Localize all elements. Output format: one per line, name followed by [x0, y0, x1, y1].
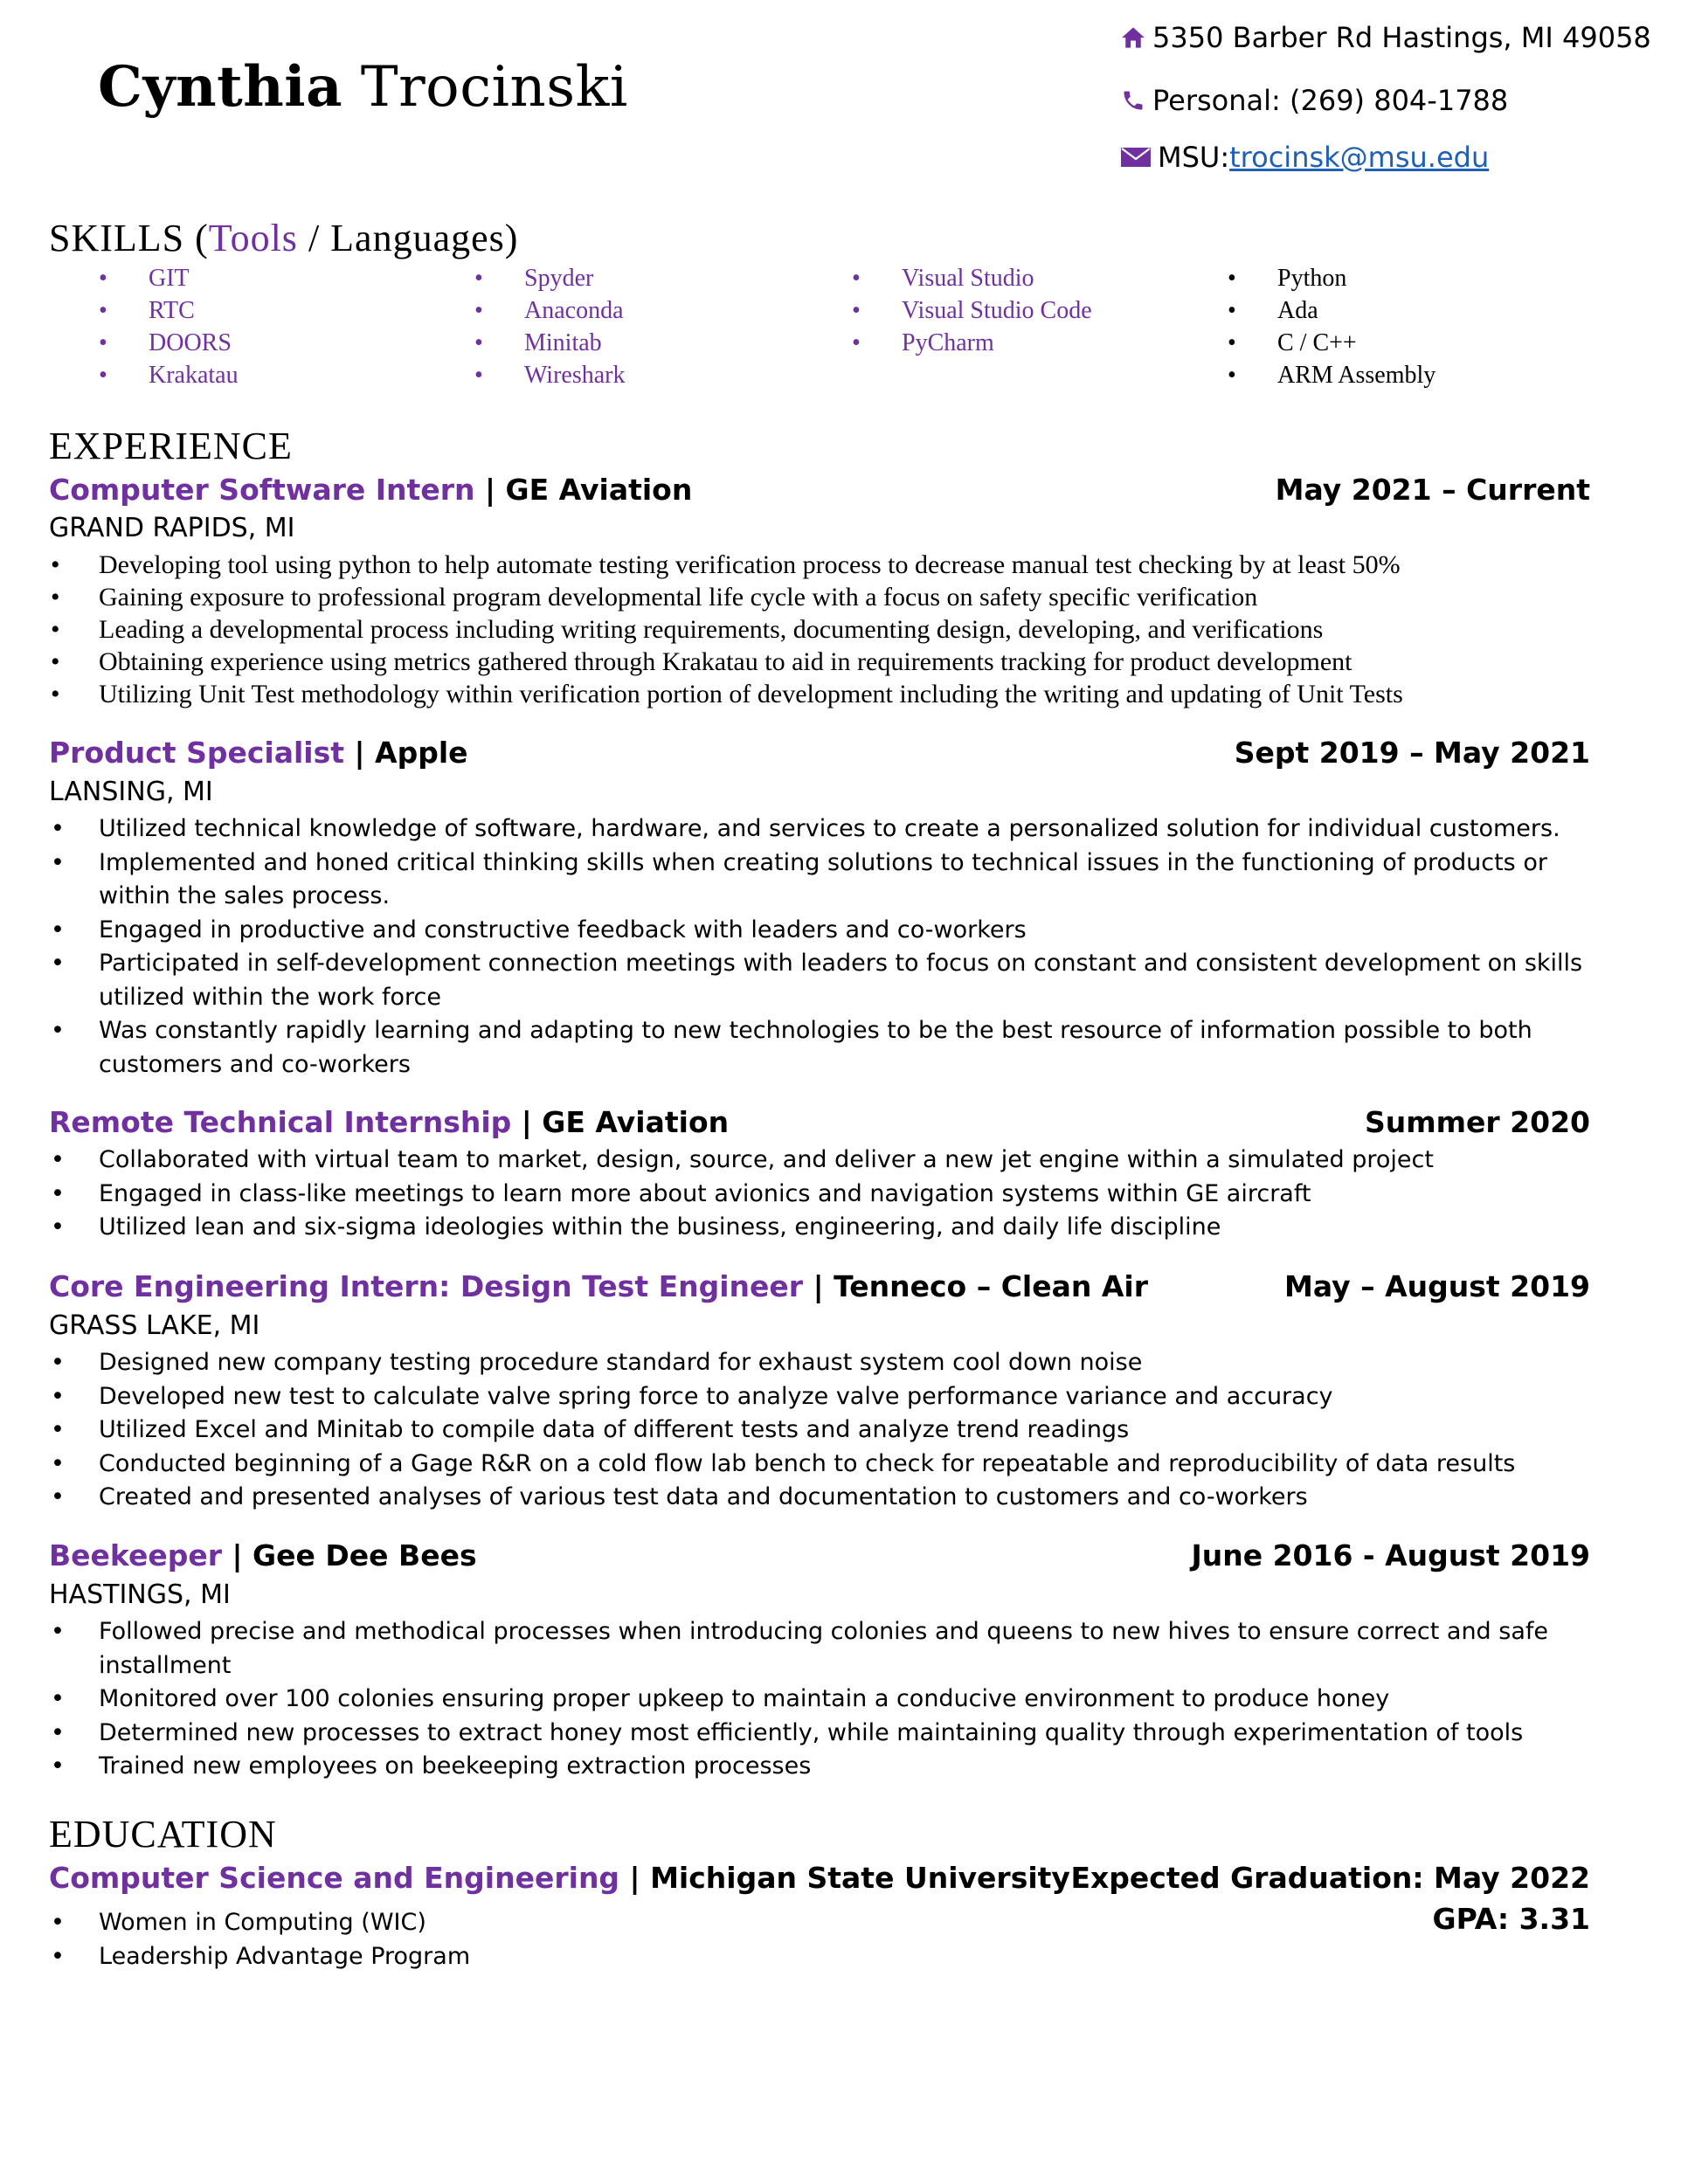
skill-item: • ARM Assembly	[1228, 359, 1435, 391]
job-org: | GE Aviation	[474, 473, 693, 507]
skills-heading-tools: Tools	[208, 217, 298, 259]
graduation-date: Expected Graduation: May 2022	[1070, 1861, 1590, 1895]
skills-heading-prefix: SKILLS (	[49, 217, 209, 259]
job-location: GRASS LAKE, MI	[49, 1310, 260, 1341]
job-bullets	[49, 1346, 1595, 1515]
skill-item: • C / C++	[1228, 327, 1435, 359]
job-org: | Gee Dee Bees	[222, 1538, 477, 1572]
degree-title	[49, 1861, 1070, 1895]
skills-heading-suffix: / Languages)	[297, 217, 519, 259]
bullet-item: • Gaining exposure to professional program developmental life cycle with a focus on safety specific verification	[49, 581, 1595, 613]
skill-item: • Krakatau	[99, 359, 239, 391]
job-bullets	[49, 549, 1595, 710]
contact-phone	[1121, 84, 1508, 117]
bullet-item: • Collaborated with virtual team to market, design, source, and deliver a new jet engine within a simulated project	[49, 1144, 1595, 1178]
job-date: June 2016 - August 2019	[1191, 1538, 1590, 1572]
bullet-item: • Leading a developmental process including writing requirements, documenting design, developing, and verifications	[49, 613, 1595, 646]
email-link[interactable]: trocinsk@msu.edu	[1229, 141, 1490, 174]
bullet-item: • Utilized Excel and Minitab to compile data of different tests and analyze trend readings	[49, 1413, 1595, 1448]
bullet-item: • Implemented and honed critical thinking skills when creating solutions to technical issues in the functioning of products or within the sales process.	[49, 847, 1595, 914]
skill-item: • RTC	[99, 294, 239, 327]
skills-column-languages	[1228, 262, 1435, 391]
job-title	[49, 1105, 729, 1139]
bullet-item: • Developing tool using python to help automate testing verification process to decrease manual test checking by at least 50%	[49, 549, 1595, 581]
bullet-item: • Engaged in productive and constructive feedback with leaders and co-workers	[49, 914, 1595, 948]
home-icon	[1121, 25, 1145, 50]
job-location: HASTINGS, MI	[49, 1579, 231, 1610]
bullet-item: • Utilizing Unit Test methodology within verification portion of development including the writing and updating of Unit Tests	[49, 678, 1595, 710]
gpa: GPA: 3.31	[1432, 1902, 1590, 1936]
job-bullets	[49, 1615, 1595, 1784]
skill-item: • Python	[1228, 262, 1435, 294]
job-role: Remote Technical Internship	[49, 1105, 512, 1139]
job-location: LANSING, MI	[49, 777, 213, 807]
skill-item: • GIT	[99, 262, 239, 294]
job-title	[49, 473, 692, 507]
phone-icon	[1121, 88, 1145, 113]
contact-email	[1121, 141, 1489, 174]
job-title	[49, 1269, 1148, 1303]
job-title	[49, 1538, 477, 1572]
school-name: | Michigan State University	[619, 1861, 1070, 1895]
skill-item: • PyCharm	[852, 327, 1092, 359]
job-role: Core Engineering Intern: Design Test Engineer	[49, 1269, 804, 1303]
bullet-item: • Designed new company testing procedure standard for exhaust system cool down noise	[49, 1346, 1595, 1380]
skills-column-2	[474, 262, 626, 391]
skill-item: • Minitab	[474, 327, 626, 359]
bullet-item: • Monitored over 100 colonies ensuring proper upkeep to maintain a conducive environment to produce honey	[49, 1683, 1595, 1717]
job-role: Computer Software Intern	[49, 473, 475, 507]
bullet-item: • Developed new test to calculate valve spring force to analyze valve performance variance and accuracy	[49, 1380, 1595, 1414]
phone-text: Personal: (269) 804-1788	[1152, 84, 1509, 117]
skill-item: • Anaconda	[474, 294, 626, 327]
job-date: May – August 2019	[1284, 1269, 1590, 1303]
last-name: Trocinski	[360, 55, 628, 120]
education-heading: EDUCATION	[49, 1813, 277, 1856]
skill-item: • DOORS	[99, 327, 239, 359]
email-label: MSU:	[1158, 141, 1230, 174]
bullet-item: • Conducted beginning of a Gage R&R on a cold flow lab bench to check for repeatable and reproducibility of data results	[49, 1448, 1595, 1482]
job-org: | Apple	[344, 736, 468, 770]
skills-column-3	[852, 262, 1092, 359]
degree-name: Computer Science and Engineering	[49, 1861, 620, 1895]
experience-heading: EXPERIENCE	[49, 425, 293, 467]
bullet-item: • Followed precise and methodical processes when introducing colonies and queens to new hives to ensure correct and safe installment	[49, 1615, 1595, 1683]
mail-icon	[1121, 146, 1151, 169]
job-role: Beekeeper	[49, 1538, 223, 1572]
bullet-item: • Obtaining experience using metrics gathered through Krakatau to aid in requirements tracking for product development	[49, 646, 1595, 678]
bullet-item: • Utilized lean and six-sigma ideologies within the business, engineering, and daily life discipline	[49, 1211, 1595, 1245]
job-org: | GE Aviation	[511, 1105, 730, 1139]
bullet-item: • Leadership Advantage Program	[49, 1940, 1595, 1974]
job-bullets	[49, 812, 1595, 1082]
skills-heading	[49, 216, 518, 260]
bullet-item: • Utilized technical knowledge of software, hardware, and services to create a personalized solution for individual customers.	[49, 812, 1595, 847]
bullet-item: • Trained new employees on beekeeping extraction processes	[49, 1750, 1595, 1784]
job-org: | Tenneco – Clean Air	[803, 1269, 1148, 1303]
job-date: May 2021 – Current	[1275, 473, 1590, 507]
address-text: 5350 Barber Rd Hastings, MI 49058	[1152, 21, 1651, 54]
bullet-item: • Determined new processes to extract honey most efficiently, while maintaining quality through experimentation of tools	[49, 1717, 1595, 1751]
job-date: Sept 2019 – May 2021	[1234, 736, 1590, 770]
job-bullets	[49, 1144, 1595, 1245]
skill-item: • Visual Studio	[852, 262, 1092, 294]
bullet-item: • Engaged in class-like meetings to learn more about avionics and navigation systems within GE aircraft	[49, 1178, 1595, 1212]
job-date: Summer 2020	[1364, 1105, 1590, 1139]
candidate-name	[98, 54, 628, 120]
bullet-item: • Women in Computing (WIC)	[49, 1906, 1595, 1940]
skills-column-1	[99, 262, 239, 391]
bullet-item: • Was constantly rapidly learning and adapting to new technologies to be the best resource of information possible to both customers and co-workers	[49, 1014, 1595, 1082]
skill-item: • Visual Studio Code	[852, 294, 1092, 327]
skill-item: • Spyder	[474, 262, 626, 294]
skill-item: • Ada	[1228, 294, 1435, 327]
skill-item: • Wireshark	[474, 359, 626, 391]
job-role: Product Specialist	[49, 736, 345, 770]
education-bullets	[49, 1906, 1595, 1973]
bullet-item: • Created and presented analyses of various test data and documentation to customers and co-workers	[49, 1481, 1595, 1515]
contact-address	[1121, 21, 1651, 54]
bullet-item: • Participated in self-development connection meetings with leaders to focus on constant and consistent development on skills utilized within the work force	[49, 947, 1595, 1014]
job-title	[49, 736, 468, 770]
first-name: Cynthia	[98, 54, 343, 120]
job-location: GRAND RAPIDS, MI	[49, 513, 295, 543]
